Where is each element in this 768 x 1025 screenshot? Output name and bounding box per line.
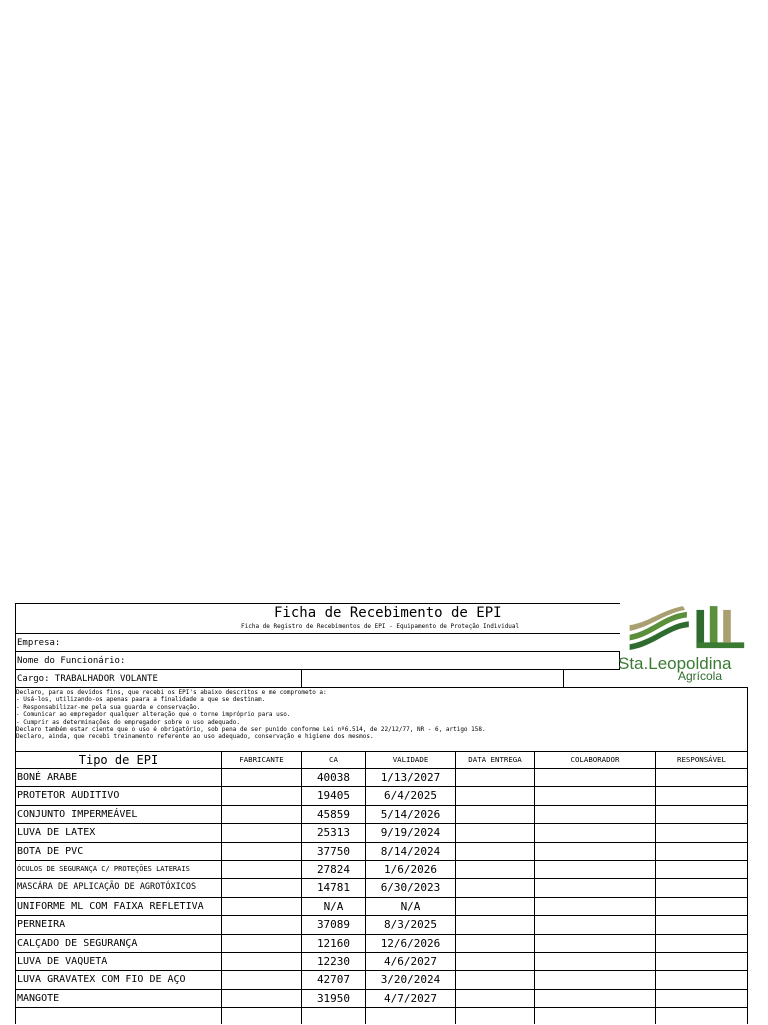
- funcionario-divider: [15, 669, 620, 670]
- table-cell-epi: LUVA DE VAQUETA: [17, 955, 108, 967]
- table-header-tipo-epi: Tipo de EPI: [78, 753, 159, 767]
- logo-stripes-icon: [622, 606, 748, 652]
- cargo-divider: [15, 687, 748, 688]
- table-col-border: [221, 751, 222, 1024]
- table-cell-epi: BONÉ ARABE: [17, 771, 78, 783]
- table-cell-validade: 12/6/2026: [380, 937, 441, 950]
- form-title: Ficha de Recebimento de EPI: [274, 605, 502, 621]
- table-cell-ca: 25313: [316, 826, 351, 839]
- table-col-border: [455, 751, 456, 1024]
- cargo-field: Cargo: TRABALHADOR VOLANTE: [17, 674, 158, 684]
- company-logo: [618, 606, 748, 686]
- table-header-data-entrega: DATA ENTREGA: [468, 755, 522, 765]
- table-col-border: [655, 751, 656, 1024]
- table-cell-validade: 8/14/2024: [380, 845, 441, 858]
- table-cell-validade: 6/30/2023: [380, 881, 441, 894]
- declaration-line: Declaro, ainda, que recebi treinamento referente ao uso adequado, conservação e higiene dos mesmos.: [16, 733, 374, 741]
- table-header-responsavel: RESPONSÁVEL: [677, 755, 726, 765]
- table-cell-validade: 5/14/2026: [380, 808, 441, 821]
- table-col-border: [534, 751, 535, 1024]
- title-divider: [15, 633, 620, 634]
- table-cell-ca: 31950: [316, 992, 351, 1005]
- table-cell-validade: 6/4/2025: [384, 789, 437, 802]
- table-cell-epi: LUVA GRAVATEX COM FIO DE AÇO: [17, 973, 186, 985]
- table-cell-epi: MANGOTE: [17, 992, 60, 1004]
- table-cell-ca: [302, 1008, 365, 1025]
- declaration-text: [16, 689, 486, 741]
- table-cell-ca: 45859: [316, 808, 351, 821]
- table-cell-epi: UNIFORME ML COM FAIXA REFLETIVA: [17, 900, 204, 912]
- declaration-line: - Comunicar ao empregador qualquer alteração que o torne impróprio para uso.: [16, 711, 291, 719]
- table-cell-validade: 8/3/2025: [384, 918, 437, 931]
- table-cell-validade: 3/20/2024: [380, 973, 441, 986]
- funcionario-field: Nome do Funcionário:: [17, 656, 126, 666]
- declaration-line: - Cumprir as determinações do empregador sobre o uso adequado.: [16, 718, 240, 726]
- declaration-line: Declaro, para os devidos fins, que recebi os EPI's abaixo descritos e me comprometo a:: [16, 689, 327, 696]
- empresa-divider: [15, 651, 620, 652]
- table-cell-epi: [17, 1008, 220, 1025]
- table-cell-epi: CALÇADO DE SEGURANÇA: [17, 937, 138, 949]
- declaration-line: - Responsabilizar-me pela sua guarda e conservação.: [16, 703, 201, 711]
- table-cell-epi: LUVA DE LATEX: [17, 826, 96, 838]
- table-cell-validade: 1/6/2026: [384, 863, 437, 876]
- table-header-fabricante: FABRICANTE: [239, 755, 284, 765]
- table-cell-epi: PROTETOR AUDITIVO: [17, 789, 120, 801]
- table-cell-validade: 1/13/2027: [380, 771, 441, 784]
- form-top-border: [15, 603, 620, 604]
- table-cell-validade: 4/7/2027: [384, 992, 437, 1005]
- table-cell-validade: 9/19/2024: [380, 826, 441, 839]
- logo-subtext: Agrícola: [678, 669, 723, 683]
- table-cell-ca: 42707: [316, 973, 351, 986]
- table-cell-epi: CONJUNTO IMPERMEÁVEL: [17, 808, 138, 820]
- table-cell-epi: PERNEIRA: [17, 918, 66, 930]
- table-cell-ca: 40038: [316, 771, 351, 784]
- empresa-field: Empresa:: [17, 638, 61, 648]
- table-cell-ca: 12230: [316, 955, 351, 968]
- table-cell-ca: 37089: [316, 918, 351, 931]
- declaration-line: - Usá-los, utilizando-os apenas paara a finalidade a que se destinam.: [16, 696, 266, 704]
- table-cell-validade: N/A: [400, 900, 421, 913]
- table-header-ca: CA: [329, 755, 338, 765]
- logo-brand: Sta.Leopoldina: [618, 654, 732, 673]
- table-col-border: [747, 751, 748, 1024]
- table-header-validade: VALIDADE: [392, 755, 429, 765]
- table-cell-validade: 4/6/2027: [384, 955, 437, 968]
- table-cell-ca: N/A: [323, 900, 344, 913]
- cargo-sep-1: [301, 669, 302, 687]
- table-cell-epi: BOTA DE PVC: [17, 845, 84, 857]
- table-col-border: [15, 751, 16, 1024]
- table-cell-ca: 19405: [316, 789, 351, 802]
- table-cell-epi: ÓCULOS DE SEGURANÇA C/ PROTEÇÕES LATERAIS: [17, 865, 190, 873]
- form-subtitle: Ficha de Registro de Recebimentos de EPI - Equipamento de Proteção Individual: [241, 623, 520, 630]
- table-cell-ca: 14781: [316, 881, 351, 894]
- table-cell-ca: 27824: [316, 863, 351, 876]
- declaration-line: Declaro também estar ciente que o uso é obrigatório, sob pena de ser punido conforme Lei nº6.514, de 22/12/77, NR - 6, artigo 158.: [16, 726, 486, 734]
- cargo-sep-2: [563, 669, 564, 687]
- table-cell-ca: 12160: [316, 937, 351, 950]
- table-header-colaborador: COLABORADOR: [570, 755, 620, 765]
- table-cell-ca: 37750: [316, 845, 351, 858]
- table-cell-validade: [366, 1008, 455, 1025]
- table-cell-epi: MASCÁRA DE APLICAÇÃO DE AGROTÓXICOS: [17, 882, 197, 893]
